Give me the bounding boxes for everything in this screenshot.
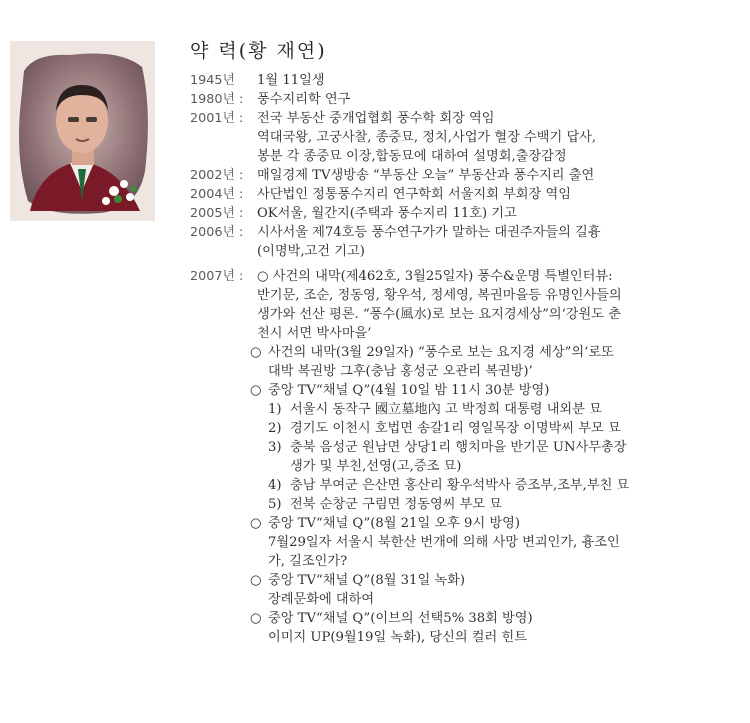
entry-year: 2002년 : — [190, 168, 244, 183]
entry-text: 1월 11일생 — [257, 73, 325, 88]
portrait-illustration — [10, 41, 155, 221]
sub-item-continuation: 생가 및 부친,선영(고,증조 묘) — [290, 459, 462, 474]
sub-item-number: 3) — [268, 440, 282, 455]
entry-year: 1980년 : — [190, 92, 244, 107]
page-title: 약 력(황 재연) — [190, 40, 327, 62]
bullet-item — [190, 343, 740, 362]
entry-row — [190, 267, 740, 286]
bullet-continuation: 대박 복권방 그후(충남 홍성군 오관리 복권방)’ — [268, 364, 533, 379]
circle-bullet-icon: ○ — [250, 345, 262, 360]
sub-item-text: 서울시 동작구 國立墓地內 고 박정희 대통령 내외분 묘 — [290, 402, 602, 417]
entry-continuation: 반기문, 조순, 정동영, 황우석, 정세영, 복권마을등 유명인사들의 — [257, 288, 622, 303]
sub-item-number: 1) — [268, 402, 282, 417]
entry-year: 2001년 : — [190, 111, 244, 126]
sub-item-text: 충남 부여군 은산면 홍산리 황우석박사 증조부,조부,부친 묘 — [290, 478, 630, 493]
bullet-item — [190, 514, 740, 533]
career-list — [190, 71, 740, 647]
sub-item-number: 2) — [268, 421, 282, 436]
circle-bullet-icon: ○ — [250, 383, 262, 398]
bullet-text: 중앙 TV“채널 Q”(8월 21일 오후 9시 방영) — [268, 516, 520, 531]
entry-row — [190, 204, 740, 223]
entry-continuation: 역대국왕, 고궁사찰, 종중묘, 정치,사업가 혈장 수백기 답사, — [257, 130, 597, 145]
entry-year: 2005년 : — [190, 206, 244, 221]
sub-item-text: 충북 음성군 원남면 상당1리 행치마을 반기문 UN사무총장 — [290, 440, 627, 455]
bullet-item — [190, 609, 740, 628]
entry-text: 전국 부동산 중개업협회 풍수학 회장 역임 — [257, 111, 495, 126]
sub-item-text: 경기도 이천시 호법면 송갈1리 영일목장 이명박씨 부모 묘 — [290, 421, 621, 436]
sub-item — [190, 419, 740, 438]
bullet-text: 사건의 내막(3월 29일자) “풍수로 보는 요지경 세상”의‘로또 — [268, 345, 614, 360]
entry-continuation: (이명박,고건 기고) — [257, 244, 365, 259]
sub-item — [190, 438, 740, 457]
bullet-continuation: 7월29일자 서울시 북한산 번개에 의해 사망 변괴인가, 흉조인 — [268, 535, 620, 550]
bullet-item — [190, 571, 740, 590]
entry-continuation: 생가와 선산 평론. “풍수(風水)로 보는 요지경세상”의‘강원도 춘 — [257, 307, 621, 322]
bullet-continuation: 가, 길조인가? — [268, 554, 348, 569]
entry-text: OK서울, 월간지(주택과 풍수지리 11호) 기고 — [257, 206, 517, 221]
entry-row — [190, 71, 740, 90]
bullet-item — [190, 381, 740, 400]
entry-year: 2004년 : — [190, 187, 244, 202]
entry-row — [190, 166, 740, 185]
bullet-text: 중앙 TV“채널 Q”(이브의 선택5% 38회 방영) — [268, 611, 533, 626]
entry-year: 2006년 : — [190, 225, 244, 240]
circle-bullet-icon: ○ — [250, 516, 262, 531]
entry-continuation: 천시 서면 박사마을’ — [257, 326, 372, 341]
entry-text: 사단법인 정통풍수지리 연구학회 서울지회 부회장 역임 — [257, 187, 571, 202]
entry-row — [190, 223, 740, 242]
entry-text: 시사서울 제74호등 풍수연구가가 말하는 대권주자들의 길흉 — [257, 225, 601, 240]
entry-row — [190, 109, 740, 128]
sub-item — [190, 476, 740, 495]
entry-row — [190, 185, 740, 204]
portrait-photo — [10, 41, 155, 221]
bullet-text: 중앙 TV“채널 Q”(8월 31일 녹화) — [268, 573, 466, 588]
sub-item — [190, 400, 740, 419]
entry-text: 매일경제 TV생방송 “부동산 오늘” 부동산과 풍수지리 출연 — [257, 168, 595, 183]
bullet-text: 중앙 TV“채널 Q”(4월 10일 밤 11시 30분 방영) — [268, 383, 550, 398]
sub-item-text: 전북 순창군 구림면 정동영씨 부모 묘 — [290, 497, 503, 512]
circle-bullet-icon: ○ — [250, 611, 262, 626]
circle-bullet-icon: ○ — [250, 573, 262, 588]
sub-item-number: 4) — [268, 478, 282, 493]
bullet-continuation: 이미지 UP(9월19일 녹화), 당신의 컬러 힌트 — [268, 630, 527, 645]
entry-text: 풍수지리학 연구 — [257, 92, 351, 107]
sub-item-number: 5) — [268, 497, 282, 512]
bullet-continuation: 장례문화에 대하여 — [268, 592, 375, 607]
entry-row — [190, 90, 740, 109]
entry-continuation: 봉분 각 종중묘 이장,합동묘에 대하여 설명회,출장감정 — [257, 149, 567, 164]
entry-year: 2007년 : — [190, 269, 244, 284]
sub-item — [190, 495, 740, 514]
entry-text: ○ 사건의 내막(제462호, 3월25일자) 풍수&운명 특별인터뷰: — [257, 269, 613, 284]
entry-year: 1945년 — [190, 73, 235, 88]
